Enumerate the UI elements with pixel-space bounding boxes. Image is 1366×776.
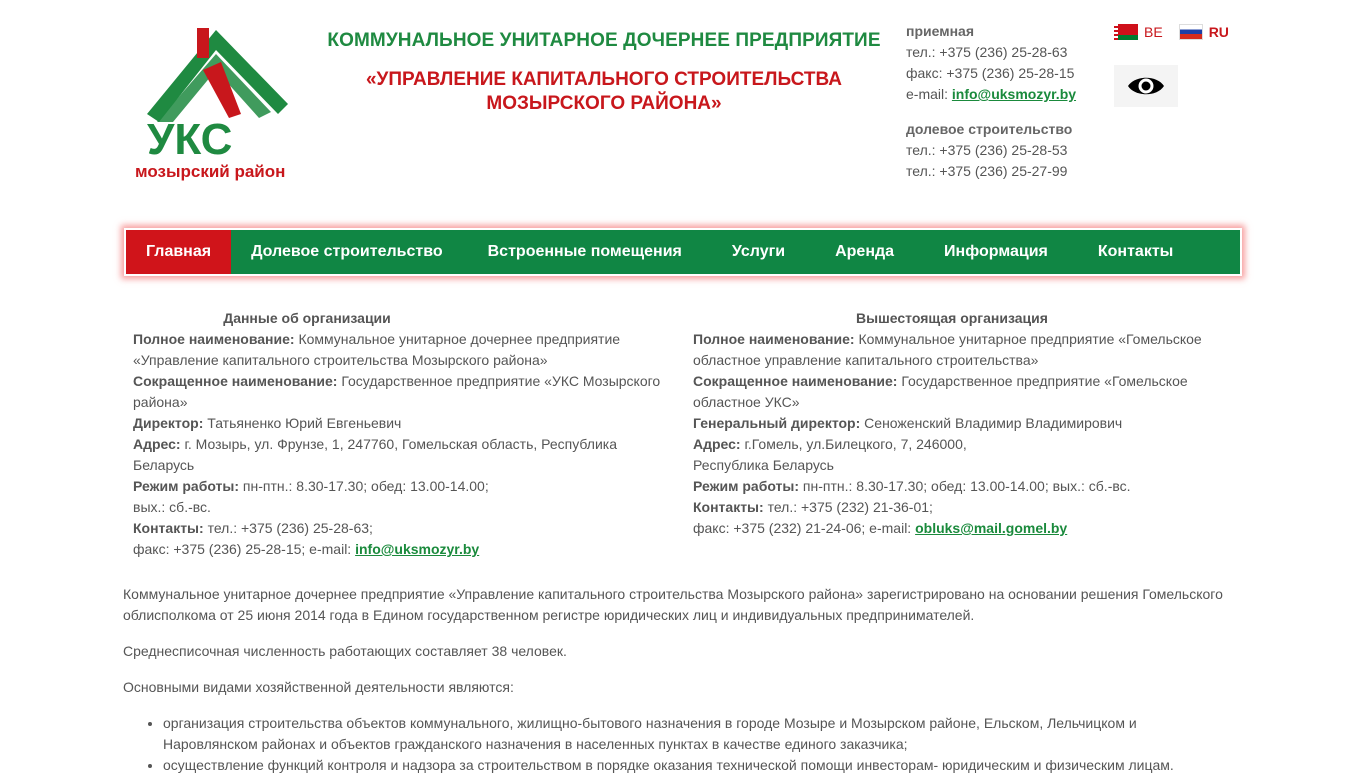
lang-ru[interactable]: RU xyxy=(1208,24,1229,40)
org-title-line2 xyxy=(322,68,886,116)
logo[interactable] xyxy=(133,22,299,182)
parent-short-name: Сокращенное наименование: Государственное предприятие «Гомельское областное УКС» xyxy=(693,373,1188,410)
parent-contacts: Контакты: тел.: +375 (232) 21-36-01; xyxy=(693,499,933,515)
logo-graphic xyxy=(133,22,299,182)
org-short-name: Сокращенное наименование: Государственное предприятие «УКС Мозырского района» xyxy=(133,373,661,410)
org-director: Директор: Татьяненко Юрий Евгеньевич xyxy=(133,415,402,431)
org-title-line2a: «УПРАВЛЕНИЕ КАПИТАЛЬНОГО СТРОИТЕЛЬСТВА xyxy=(365,69,842,90)
org-full-name: Полное наименование: Коммунальное унитарное дочернее предприятие «Управление капитального строительства Мозырского района» xyxy=(133,331,621,368)
parent-organization xyxy=(693,308,1233,539)
nav-shared-construction[interactable]: Долевое строительство xyxy=(251,243,443,260)
language-switcher xyxy=(1114,24,1229,40)
about-paragraph-3: Основными видами хозяйственной деятельности являются: xyxy=(123,679,514,695)
belarus-flag-icon[interactable] xyxy=(1114,24,1138,40)
organization-data-title: Данные об организации xyxy=(223,310,391,326)
main-nav xyxy=(124,228,1242,276)
nav-built-in-premises[interactable]: Встроенные помещения xyxy=(487,243,682,260)
reception-tel: тел.: +375 (236) 25-28-63 xyxy=(906,44,1068,60)
parent-address: Адрес: г.Гомель, ул.Билецкого, 7, 246000, xyxy=(693,436,967,452)
org-title xyxy=(322,30,886,116)
russia-flag-icon[interactable] xyxy=(1179,24,1203,40)
header-contacts xyxy=(906,21,1076,182)
accessibility-eye-button[interactable] xyxy=(1114,65,1178,107)
org-hours-weekend: вых.: сб.-вс. xyxy=(133,499,211,515)
parent-director: Генеральный директор: Сеноженский Владимир Владимирович xyxy=(693,415,1123,431)
org-title-line1: КОММУНАЛЬНОЕ УНИТАРНОЕ ДОЧЕРНЕЕ ПРЕДПРИЯТИЕ xyxy=(327,30,881,51)
logo-caption: мозырский район xyxy=(135,162,286,181)
shared-tel-1: тел.: +375 (236) 25-28-53 xyxy=(906,142,1068,158)
nav-information[interactable]: Информация xyxy=(944,243,1048,260)
shared-construction-title: долевое строительство xyxy=(906,121,1073,137)
nav-rent[interactable]: Аренда xyxy=(835,243,895,260)
list-item: • осуществление функций контроля и надзора за строительством в порядке оказания технической помощи инвесторам- юридическим и физическим лицам. xyxy=(163,755,1223,776)
nav-contacts[interactable]: Контакты xyxy=(1097,243,1174,260)
logo-letters: УКС xyxy=(147,115,233,164)
reception-email xyxy=(906,84,1076,105)
parent-email-link[interactable]: obluks@mail.gomel.by xyxy=(915,520,1068,536)
org-hours: Режим работы: пн-птн.: 8.30-17.30; обед: 13.00-14.00; xyxy=(133,478,489,494)
org-email-link[interactable]: info@uksmozyr.by xyxy=(355,541,480,557)
eye-icon xyxy=(1127,74,1165,98)
org-contacts: Контакты: тел.: +375 (236) 25-28-63; xyxy=(133,520,373,536)
header-email-link[interactable]: info@uksmozyr.by xyxy=(951,86,1077,102)
activities-list xyxy=(123,713,1223,776)
nav-home[interactable]: Главная xyxy=(126,230,231,274)
parent-hours: Режим работы: пн-птн.: 8.30-17.30; обед: 13.00-14.00; вых.: сб.-вс. xyxy=(693,478,1131,494)
nav-services[interactable]: Услуги xyxy=(731,243,786,260)
parent-fax-email: факс: +375 (232) 21-24-06; e-mail: obluks@mail.gomel.by xyxy=(693,520,1068,536)
organization-data xyxy=(133,308,673,560)
parent-organization-title: Вышестоящая организация xyxy=(856,310,1048,326)
shared-tel-2: тел.: +375 (236) 25-27-99 xyxy=(906,163,1068,179)
org-address: Адрес: г. Мозырь, ул. Фрунзе, 1, 247760, Гомельская область, Республика Беларусь xyxy=(133,436,617,473)
about-paragraph-2: Среднесписочная численность работающих составляет 38 человек. xyxy=(123,643,567,659)
reception-title: приемная xyxy=(906,23,974,39)
about-paragraph-1: Коммунальное унитарное дочернее предприятие «Управление капитального строительства Мозырского района» зарегистрировано на основании решения Гомельского облисполкома от 25 июня 2014 года в Едином государственном регистре юридических лиц и индивидуальных предпринимателей. xyxy=(123,586,1223,623)
org-title-line2b: МОЗЫРСКОГО РАЙОНА» xyxy=(486,93,722,114)
org-fax-email: факс: +375 (236) 25-28-15; e-mail: info@uksmozyr.by xyxy=(133,541,480,557)
about-text xyxy=(123,584,1223,776)
reception-fax: факс: +375 (236) 25-28-15 xyxy=(906,65,1075,81)
parent-address-country: Республика Беларусь xyxy=(693,457,834,473)
parent-full-name: Полное наименование: Коммунальное унитарное предприятие «Гомельское областное управление капитального строительства» xyxy=(693,331,1202,368)
email-label: e-mail: xyxy=(906,86,952,102)
lang-be[interactable]: BE xyxy=(1144,24,1163,40)
list-item: • организация строительства объектов коммунального, жилищно-бытового назначения в городе Мозыре и Мозырском районе, Ельском, Лельчицком и Наровлянском районах и объектов гражданского назначения в населенных пунктах в качестве единого заказчика; xyxy=(163,713,1223,755)
